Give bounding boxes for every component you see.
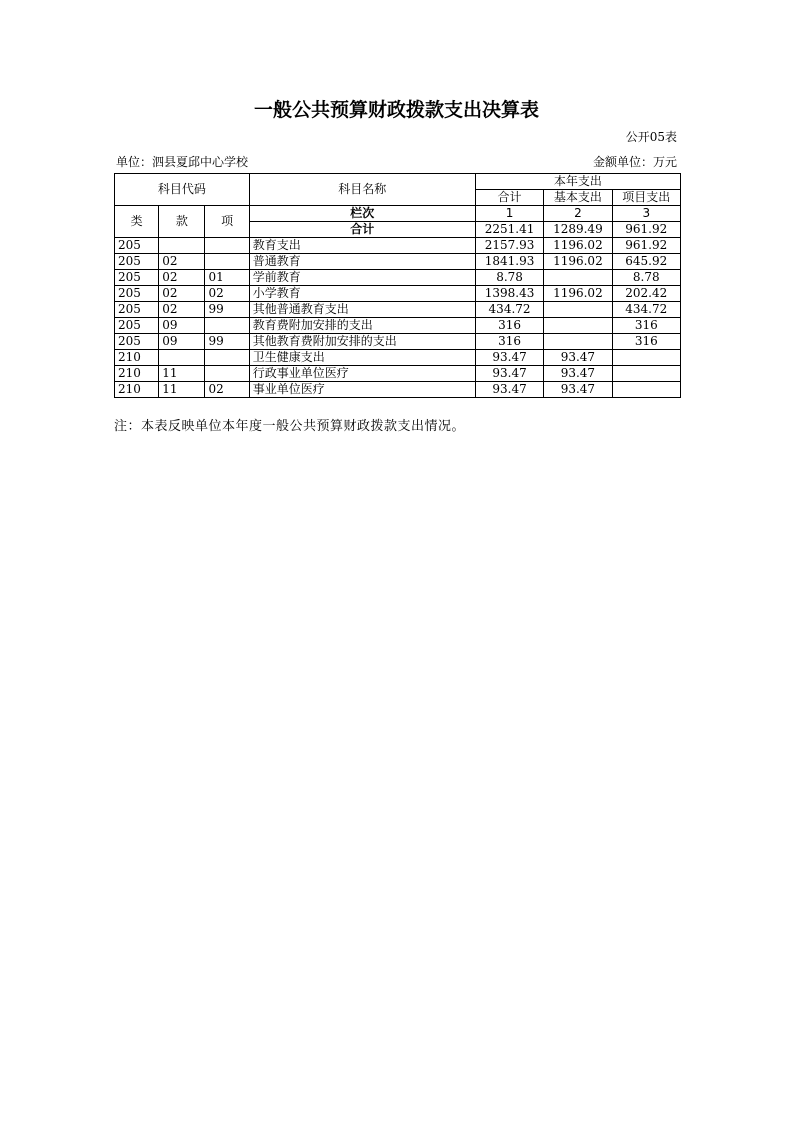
cell-lei: 205 <box>115 254 159 270</box>
header-col1: 1 <box>475 206 543 222</box>
cell-subject-name: 行政事业单位医疗 <box>249 366 475 382</box>
cell-lei: 210 <box>115 382 159 398</box>
header-basic: 基本支出 <box>544 190 612 206</box>
cell-total: 316 <box>475 334 543 350</box>
table-row <box>115 366 681 382</box>
header-col3: 3 <box>612 206 680 222</box>
cell-basic: 93.47 <box>544 382 612 398</box>
cell-project <box>612 382 680 398</box>
cell-project: 202.42 <box>612 286 680 302</box>
cell-project: 316 <box>612 334 680 350</box>
cell-lei: 205 <box>115 238 159 254</box>
footnote: 注：本表反映单位本年度一般公共预算财政拨款支出情况。 <box>114 419 466 434</box>
cell-xiang <box>205 318 249 334</box>
header-subject-name: 科目名称 <box>249 174 475 206</box>
header-kuan: 款 <box>159 206 205 238</box>
cell-subject-name: 其他普通教育支出 <box>249 302 475 318</box>
cell-lei: 210 <box>115 350 159 366</box>
cell-xiang: 99 <box>205 334 249 350</box>
table-row <box>115 382 681 398</box>
cell-basic: 93.47 <box>544 366 612 382</box>
cell-subject-name: 教育费附加安排的支出 <box>249 318 475 334</box>
cell-total: 1398.43 <box>475 286 543 302</box>
cell-total: 93.47 <box>475 366 543 382</box>
header-total: 合计 <box>475 190 543 206</box>
cell-lei: 210 <box>115 366 159 382</box>
cell-xiang: 01 <box>205 270 249 286</box>
form-number: 公开05表 <box>625 130 677 144</box>
cell-kuan: 02 <box>159 302 205 318</box>
header-subject-code: 科目代码 <box>115 174 250 206</box>
cell-xiang <box>205 254 249 270</box>
cell-project: 961.92 <box>612 238 680 254</box>
cell-kuan: 09 <box>159 318 205 334</box>
table-row <box>115 254 681 270</box>
cell-total: 8.78 <box>475 270 543 286</box>
cell-kuan: 02 <box>159 254 205 270</box>
cell-basic: 1196.02 <box>544 238 612 254</box>
sum-project: 961.92 <box>612 222 680 238</box>
cell-subject-name: 普通教育 <box>249 254 475 270</box>
cell-lei: 205 <box>115 270 159 286</box>
table-row <box>115 334 681 350</box>
unit-label: 单位：泗县夏邱中心学校 <box>116 155 249 169</box>
header-lanci: 栏次 <box>249 206 475 222</box>
sum-total: 2251.41 <box>475 222 543 238</box>
table-row <box>115 238 681 254</box>
sum-label: 合计 <box>249 222 475 238</box>
report-title: 一般公共预算财政拨款支出决算表 <box>253 99 539 121</box>
header-row-1 <box>115 174 681 190</box>
cell-subject-name: 学前教育 <box>249 270 475 286</box>
cell-basic <box>544 318 612 334</box>
table-row <box>115 286 681 302</box>
table-row <box>115 318 681 334</box>
cell-xiang <box>205 350 249 366</box>
expenditure-table <box>114 173 681 398</box>
cell-project: 434.72 <box>612 302 680 318</box>
cell-subject-name: 其他教育费附加安排的支出 <box>249 334 475 350</box>
cell-total: 93.47 <box>475 382 543 398</box>
table-row <box>115 270 681 286</box>
sum-basic: 1289.49 <box>544 222 612 238</box>
cell-xiang <box>205 238 249 254</box>
cell-project: 645.92 <box>612 254 680 270</box>
cell-subject-name: 教育支出 <box>249 238 475 254</box>
cell-lei: 205 <box>115 318 159 334</box>
cell-project <box>612 350 680 366</box>
cell-project <box>612 366 680 382</box>
cell-kuan: 11 <box>159 382 205 398</box>
cell-subject-name: 卫生健康支出 <box>249 350 475 366</box>
cell-total: 434.72 <box>475 302 543 318</box>
cell-lei: 205 <box>115 334 159 350</box>
cell-xiang: 02 <box>205 286 249 302</box>
cell-kuan: 09 <box>159 334 205 350</box>
cell-basic <box>544 334 612 350</box>
cell-basic <box>544 302 612 318</box>
cell-kuan: 11 <box>159 366 205 382</box>
cell-kuan: 02 <box>159 270 205 286</box>
table-row <box>115 350 681 366</box>
cell-xiang: 02 <box>205 382 249 398</box>
cell-basic <box>544 270 612 286</box>
amount-unit-label: 金额单位：万元 <box>592 155 677 169</box>
cell-basic: 1196.02 <box>544 254 612 270</box>
cell-total: 2157.93 <box>475 238 543 254</box>
cell-basic: 1196.02 <box>544 286 612 302</box>
cell-total: 1841.93 <box>475 254 543 270</box>
cell-kuan <box>159 238 205 254</box>
header-xiang: 项 <box>205 206 249 238</box>
header-lei: 类 <box>115 206 159 238</box>
cell-subject-name: 事业单位医疗 <box>249 382 475 398</box>
cell-kuan <box>159 350 205 366</box>
cell-lei: 205 <box>115 302 159 318</box>
cell-basic: 93.47 <box>544 350 612 366</box>
cell-project: 8.78 <box>612 270 680 286</box>
header-project: 项目支出 <box>612 190 680 206</box>
cell-total: 316 <box>475 318 543 334</box>
cell-subject-name: 小学教育 <box>249 286 475 302</box>
cell-total: 93.47 <box>475 350 543 366</box>
header-col2: 2 <box>544 206 612 222</box>
table-row <box>115 302 681 318</box>
header-current-year: 本年支出 <box>475 174 680 190</box>
cell-xiang <box>205 366 249 382</box>
cell-xiang: 99 <box>205 302 249 318</box>
cell-kuan: 02 <box>159 286 205 302</box>
header-row-3 <box>115 206 681 222</box>
cell-lei: 205 <box>115 286 159 302</box>
cell-project: 316 <box>612 318 680 334</box>
